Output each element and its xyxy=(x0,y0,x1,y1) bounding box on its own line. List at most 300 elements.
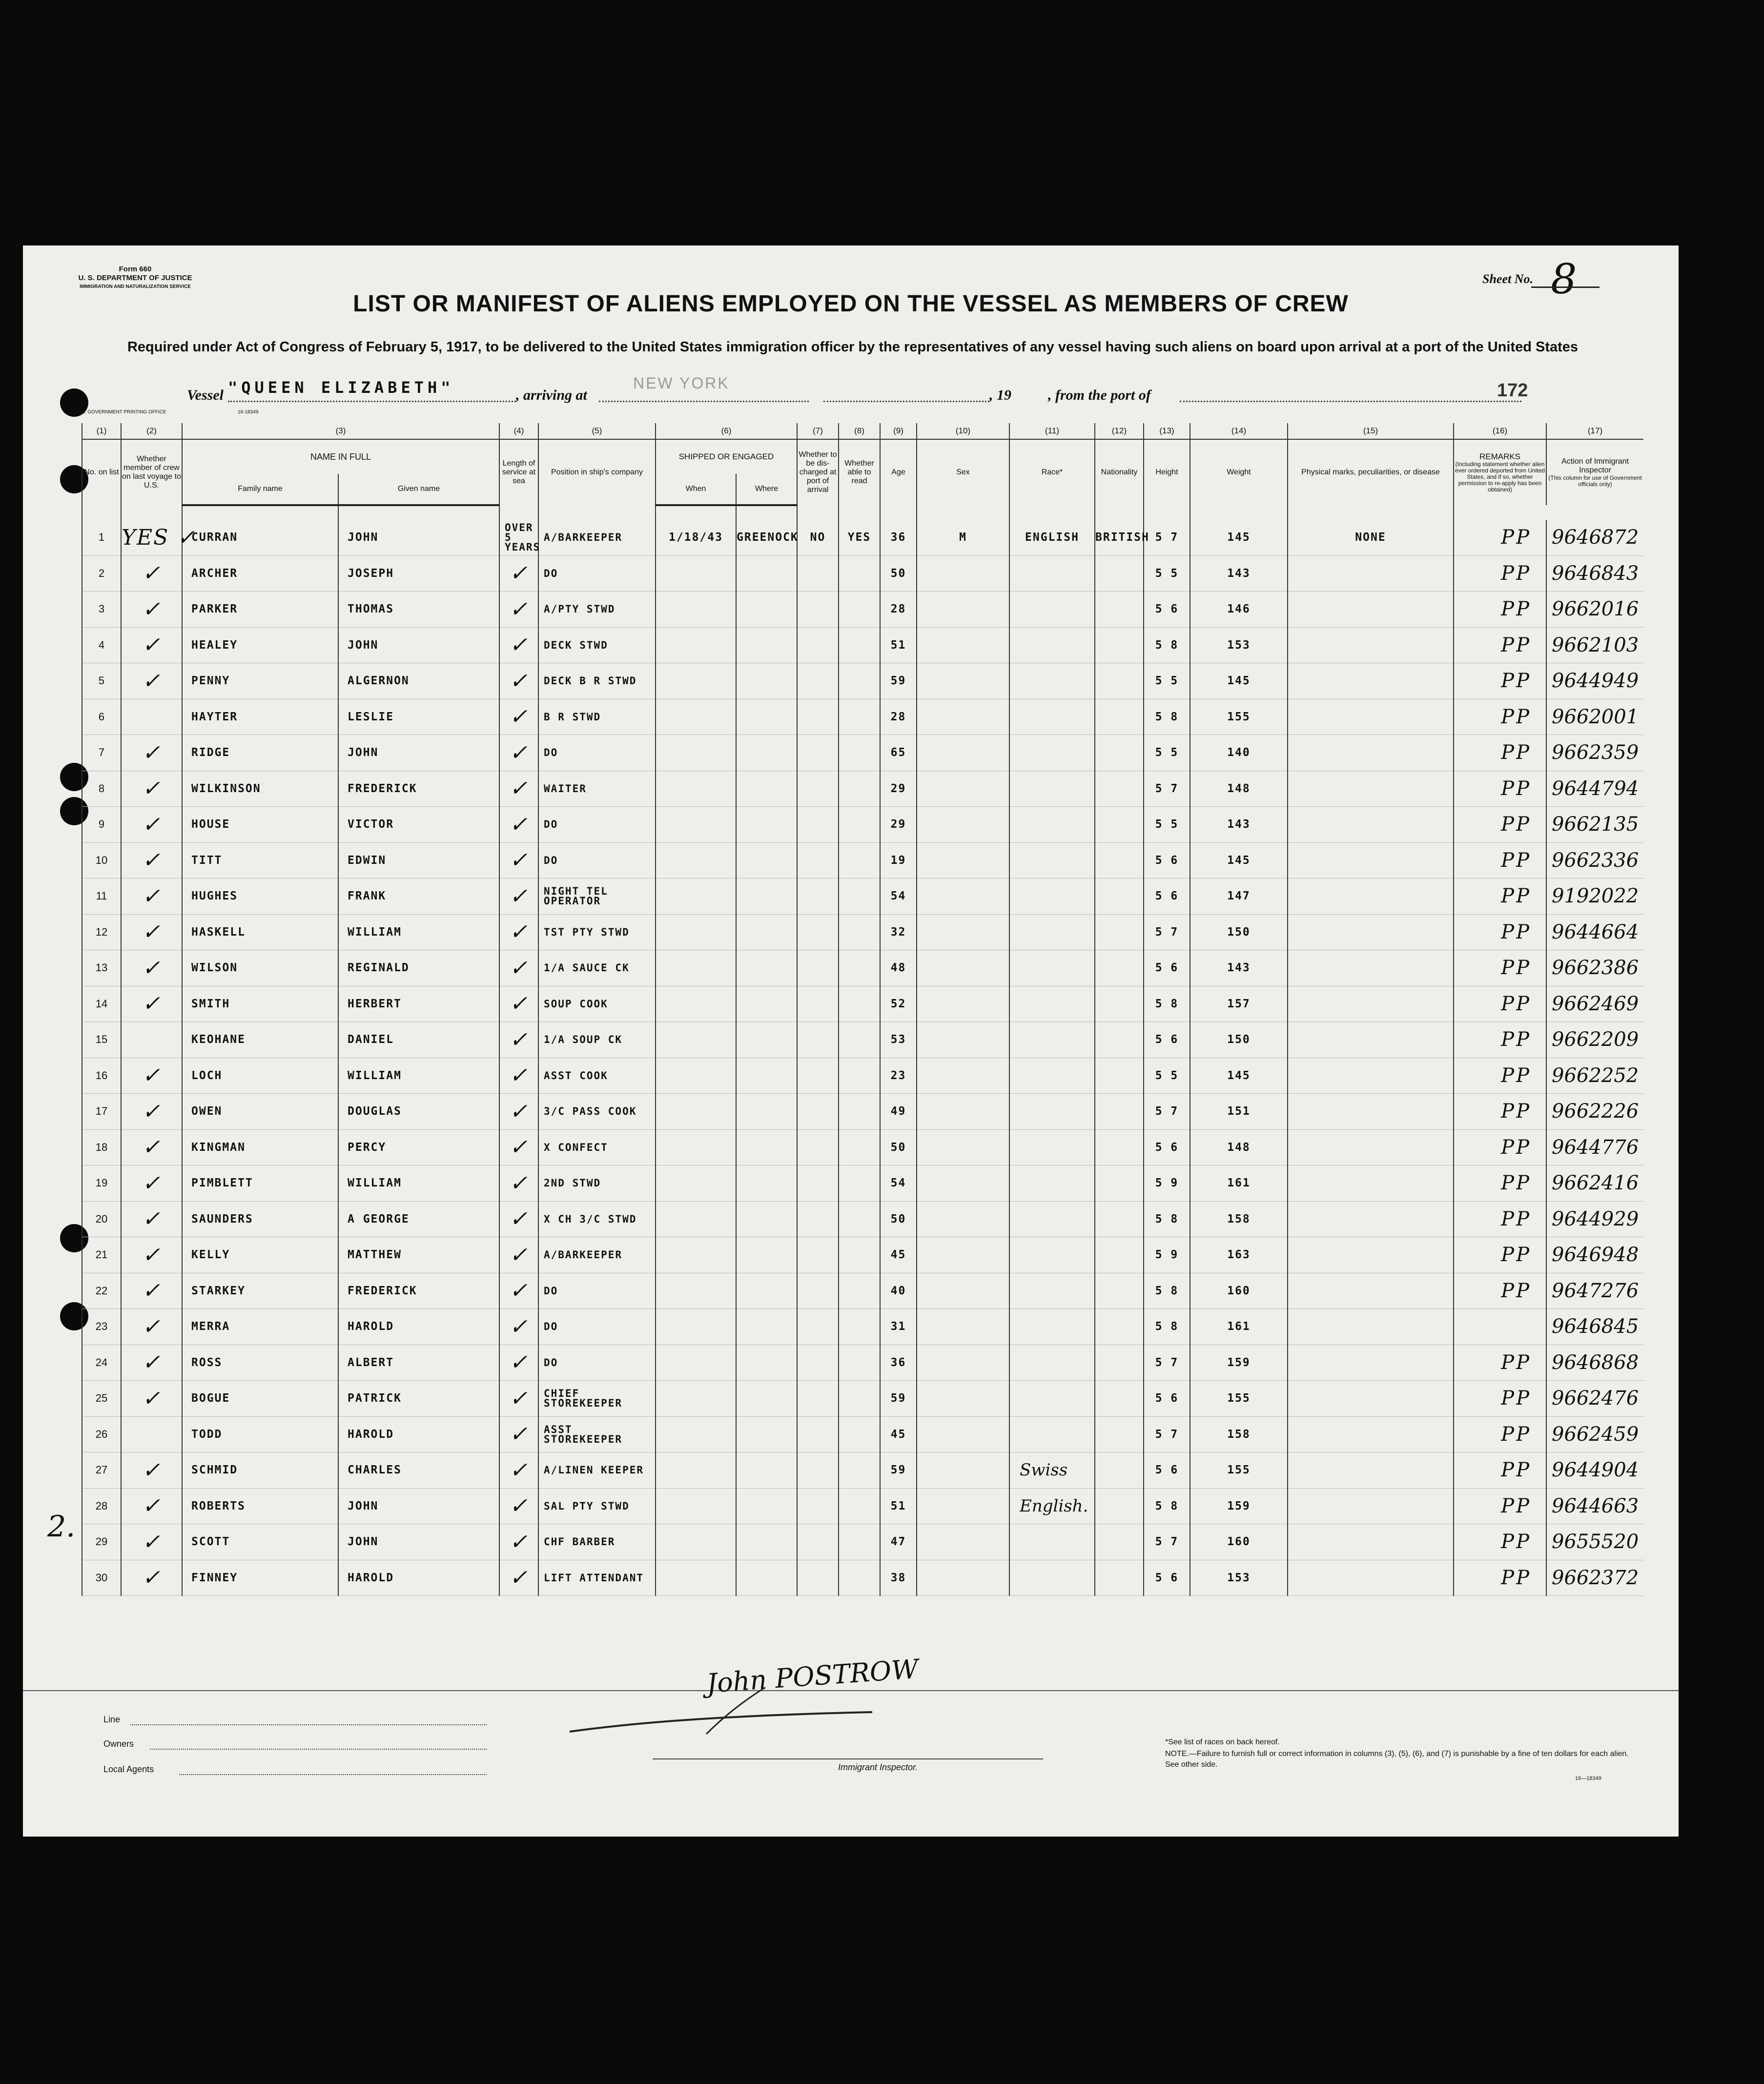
physical-marks xyxy=(1288,950,1454,986)
physical-marks xyxy=(1288,735,1454,771)
table-row xyxy=(82,735,1643,771)
able-read xyxy=(839,1022,880,1058)
line-label: Line xyxy=(103,1715,121,1724)
table-row xyxy=(82,1165,1643,1202)
service-check: ✓ xyxy=(499,1273,538,1309)
crew-check: ✓ xyxy=(121,914,182,950)
physical-marks xyxy=(1288,1022,1454,1058)
service-check: ✓ xyxy=(499,914,538,950)
table-row xyxy=(82,1488,1643,1524)
nationality xyxy=(1095,986,1144,1022)
height: 5 8 xyxy=(1144,1201,1190,1237)
inspector-label: Immigrant Inspector. xyxy=(838,1762,918,1772)
discharged xyxy=(797,1416,839,1452)
race: ENGLISH xyxy=(1009,520,1095,555)
weight: 148 xyxy=(1190,771,1288,807)
shipped-when xyxy=(656,771,736,807)
table-row xyxy=(82,1560,1643,1596)
race xyxy=(1009,1309,1095,1345)
remarks: PP xyxy=(1454,1381,1546,1417)
service-check: ✓ xyxy=(499,627,538,663)
weight: 143 xyxy=(1190,555,1288,592)
crew-check: ✓ xyxy=(121,1058,182,1094)
family-name: WILKINSON xyxy=(182,771,338,807)
given-name: CHARLES xyxy=(338,1452,499,1489)
shipped-when xyxy=(656,914,736,950)
manifest-table xyxy=(82,423,1643,1596)
family-name: ARCHER xyxy=(182,555,338,592)
crew-check xyxy=(121,1416,182,1452)
given-name: JOHN xyxy=(338,627,499,663)
remarks-header xyxy=(1454,439,1546,505)
where-header: Where xyxy=(736,474,797,505)
table-row xyxy=(82,950,1643,986)
weight: 146 xyxy=(1190,592,1288,628)
sex xyxy=(917,807,1009,843)
stamp-number: 172 xyxy=(1497,380,1528,401)
service-check: ✓ xyxy=(499,1452,538,1489)
service-check: ✓ xyxy=(499,1237,538,1273)
discharged xyxy=(797,1129,839,1165)
note-text: —Failure to furnish full or correct information in columns (3), (5), (6), and (7) is punishable by a fine of ten dollars for each alien. See other side. xyxy=(1165,1750,1629,1769)
nationality xyxy=(1095,1452,1144,1489)
able-read-header: Whether able to read xyxy=(839,439,880,505)
crew-check: ✓ xyxy=(121,1237,182,1273)
row-number: 2 xyxy=(82,555,121,592)
height: 5 6 xyxy=(1144,1381,1190,1417)
table-row xyxy=(82,1129,1643,1165)
page-title: LIST OR MANIFEST OF ALIENS EMPLOYED ON THE VESSEL AS MEMBERS OF CREW xyxy=(353,291,1349,317)
table-row xyxy=(82,1237,1643,1273)
remarks: PP xyxy=(1454,986,1546,1022)
weight: 150 xyxy=(1190,914,1288,950)
from-dotline xyxy=(1180,401,1521,402)
row-number: 20 xyxy=(82,1201,121,1237)
table-row xyxy=(82,520,1643,555)
table-row xyxy=(82,1452,1643,1489)
col-num: (2) xyxy=(121,423,182,439)
inspector-action: 9646843 xyxy=(1546,555,1643,592)
height: 5 5 xyxy=(1144,555,1190,592)
sex xyxy=(917,1416,1009,1452)
weight: 159 xyxy=(1190,1488,1288,1524)
remarks: PP xyxy=(1454,1560,1546,1596)
age: 54 xyxy=(880,1165,917,1202)
shipped-when xyxy=(656,1058,736,1094)
able-read xyxy=(839,1345,880,1381)
nationality xyxy=(1095,1201,1144,1237)
signature-flourish xyxy=(560,1685,999,1744)
able-read xyxy=(839,1237,880,1273)
position: DO xyxy=(538,1309,656,1345)
weight: 159 xyxy=(1190,1345,1288,1381)
crew-check: ✓ xyxy=(121,627,182,663)
able-read xyxy=(839,592,880,628)
remarks: PP xyxy=(1454,807,1546,843)
crew-check xyxy=(121,699,182,735)
col-num: (1) xyxy=(82,423,121,439)
weight: 140 xyxy=(1190,735,1288,771)
table-row xyxy=(82,1381,1643,1417)
shipped-when xyxy=(656,1237,736,1273)
family-name: FINNEY xyxy=(182,1560,338,1596)
row-number: 29 xyxy=(82,1524,121,1560)
physical-marks xyxy=(1288,1273,1454,1309)
discharged xyxy=(797,842,839,879)
age: 59 xyxy=(880,1452,917,1489)
table-row xyxy=(82,771,1643,807)
crew-check: ✓ xyxy=(121,986,182,1022)
shipped-where xyxy=(736,1488,797,1524)
nationality xyxy=(1095,1416,1144,1452)
service-header: Length of service at sea xyxy=(499,439,538,505)
position: X CONFECT xyxy=(538,1129,656,1165)
race xyxy=(1009,1237,1095,1273)
height: 5 7 xyxy=(1144,1094,1190,1130)
shipped-when xyxy=(656,1129,736,1165)
sheet-label: Sheet No. xyxy=(1482,272,1533,286)
inspector-action: 9662476 xyxy=(1546,1381,1643,1417)
col-num: (5) xyxy=(538,423,656,439)
age: 47 xyxy=(880,1524,917,1560)
family-name: HAYTER xyxy=(182,699,338,735)
age: 29 xyxy=(880,807,917,843)
position: A/PTY STWD xyxy=(538,592,656,628)
race xyxy=(1009,1022,1095,1058)
height: 5 7 xyxy=(1144,1416,1190,1452)
shipped-where xyxy=(736,1165,797,1202)
nationality xyxy=(1095,1345,1144,1381)
able-read xyxy=(839,842,880,879)
row-number: 15 xyxy=(82,1022,121,1058)
able-read xyxy=(839,879,880,915)
table-row xyxy=(82,1524,1643,1560)
able-read xyxy=(839,1129,880,1165)
discharged xyxy=(797,1094,839,1130)
col-num: (17) xyxy=(1546,423,1643,439)
inspector-action: 9647276 xyxy=(1546,1273,1643,1309)
physical-marks xyxy=(1288,1165,1454,1202)
inspector-action: 9655520 xyxy=(1546,1524,1643,1560)
nationality xyxy=(1095,1273,1144,1309)
age: 54 xyxy=(880,879,917,915)
service-check: ✓ xyxy=(499,663,538,699)
shipped-where xyxy=(736,1237,797,1273)
col-num: (12) xyxy=(1095,423,1144,439)
age: 59 xyxy=(880,663,917,699)
sex xyxy=(917,1345,1009,1381)
weight: 153 xyxy=(1190,627,1288,663)
age: 50 xyxy=(880,555,917,592)
row-number: 6 xyxy=(82,699,121,735)
col-num: (10) xyxy=(917,423,1009,439)
remarks: PP xyxy=(1454,1022,1546,1058)
discharged xyxy=(797,555,839,592)
family-name: PARKER xyxy=(182,592,338,628)
discharged xyxy=(797,663,839,699)
service-check: ✓ xyxy=(499,1201,538,1237)
physical-marks xyxy=(1288,1560,1454,1596)
height: 5 7 xyxy=(1144,914,1190,950)
weight: 163 xyxy=(1190,1237,1288,1273)
able-read xyxy=(839,807,880,843)
service-check: ✓ xyxy=(499,1129,538,1165)
table-row xyxy=(82,627,1643,663)
row-number: 10 xyxy=(82,842,121,879)
nationality xyxy=(1095,699,1144,735)
remarks: PP xyxy=(1454,1273,1546,1309)
inspector-action: 9646868 xyxy=(1546,1345,1643,1381)
shipped-header: SHIPPED OR ENGAGED xyxy=(656,439,797,474)
position: NIGHT TEL OPERATOR xyxy=(538,879,656,915)
service-check: ✓ xyxy=(499,1058,538,1094)
discharged xyxy=(797,1345,839,1381)
remarks: PP xyxy=(1454,914,1546,950)
shipped-where xyxy=(736,663,797,699)
race xyxy=(1009,1416,1095,1452)
service-check: ✓ xyxy=(499,1165,538,1202)
weight: 161 xyxy=(1190,1165,1288,1202)
remarks: PP xyxy=(1454,735,1546,771)
able-read xyxy=(839,1058,880,1094)
height: 5 5 xyxy=(1144,1058,1190,1094)
arriving-port: NEW YORK xyxy=(633,374,730,392)
sex xyxy=(917,663,1009,699)
shipped-where xyxy=(736,1201,797,1237)
shipped-when xyxy=(656,735,736,771)
row-number: 7 xyxy=(82,735,121,771)
height: 5 9 xyxy=(1144,1165,1190,1202)
remarks: PP xyxy=(1454,1201,1546,1237)
col-num: (8) xyxy=(839,423,880,439)
family-name: SCOTT xyxy=(182,1524,338,1560)
margin-mark: 2. xyxy=(47,1510,76,1544)
inspector-action: 9662459 xyxy=(1546,1416,1643,1452)
given-name: REGINALD xyxy=(338,950,499,986)
discharged xyxy=(797,807,839,843)
nationality xyxy=(1095,879,1144,915)
action-header xyxy=(1546,439,1643,505)
header-row xyxy=(82,439,1643,474)
race xyxy=(1009,1345,1095,1381)
given-name: HAROLD xyxy=(338,1309,499,1345)
race xyxy=(1009,735,1095,771)
nationality xyxy=(1095,1129,1144,1165)
service-check: ✓ xyxy=(499,1560,538,1596)
remarks: PP xyxy=(1454,1058,1546,1094)
race xyxy=(1009,555,1095,592)
remarks: PP xyxy=(1454,1094,1546,1130)
physical-marks xyxy=(1288,699,1454,735)
physical-marks xyxy=(1288,1094,1454,1130)
department: U. S. DEPARTMENT OF JUSTICE xyxy=(78,274,192,282)
inspector-action: 9644929 xyxy=(1546,1201,1643,1237)
position: DO xyxy=(538,1345,656,1381)
given-name: MATTHEW xyxy=(338,1237,499,1273)
page-subtitle: Required under Act of Congress of February 5, 1917, to be delivered to the United States immigration officer by the representatives of any vessel having such aliens on board upon arrival at a port of the United States xyxy=(127,339,1579,355)
age: 19 xyxy=(880,842,917,879)
age: 52 xyxy=(880,986,917,1022)
discharged xyxy=(797,1273,839,1309)
inspector-line xyxy=(653,1758,1043,1759)
shipped-when xyxy=(656,699,736,735)
discharged xyxy=(797,914,839,950)
discharged xyxy=(797,627,839,663)
remarks: PP xyxy=(1454,1129,1546,1165)
sex xyxy=(917,1201,1009,1237)
able-read xyxy=(839,1094,880,1130)
height: 5 9 xyxy=(1144,1237,1190,1273)
race xyxy=(1009,1129,1095,1165)
table-row xyxy=(82,986,1643,1022)
nationality xyxy=(1095,807,1144,843)
age: 36 xyxy=(880,520,917,555)
crew-check: ✓ xyxy=(121,950,182,986)
physical-marks xyxy=(1288,592,1454,628)
family-name: KELLY xyxy=(182,1237,338,1273)
family-name: WILSON xyxy=(182,950,338,986)
row-number: 17 xyxy=(82,1094,121,1130)
inspector-action: 9662226 xyxy=(1546,1094,1643,1130)
service-check: ✓ xyxy=(499,1416,538,1452)
race xyxy=(1009,663,1095,699)
nationality xyxy=(1095,555,1144,592)
given-name-header: Given name xyxy=(338,474,499,505)
shipped-when xyxy=(656,627,736,663)
position: DO xyxy=(538,1273,656,1309)
nationality xyxy=(1095,592,1144,628)
height: 5 5 xyxy=(1144,663,1190,699)
nationality xyxy=(1095,771,1144,807)
position: SAL PTY STWD xyxy=(538,1488,656,1524)
crew-check xyxy=(121,1022,182,1058)
inspector-action: 9662359 xyxy=(1546,735,1643,771)
age: 36 xyxy=(880,1345,917,1381)
date-dotline xyxy=(823,401,989,402)
crew-check: ✓ xyxy=(121,663,182,699)
given-name: FREDERICK xyxy=(338,771,499,807)
position: A/BARKEEPER xyxy=(538,520,656,555)
physical-marks xyxy=(1288,842,1454,879)
race xyxy=(1009,842,1095,879)
given-name: ALGERNON xyxy=(338,663,499,699)
service-check: ✓ xyxy=(499,879,538,915)
service-check: ✓ xyxy=(499,771,538,807)
inspector-action: 9662469 xyxy=(1546,986,1643,1022)
race xyxy=(1009,914,1095,950)
physical-marks xyxy=(1288,1309,1454,1345)
given-name: ALBERT xyxy=(338,1345,499,1381)
shipped-when xyxy=(656,950,736,986)
vessel-name: "QUEEN ELIZABETH" xyxy=(228,378,454,397)
family-name: HEALEY xyxy=(182,627,338,663)
crew-check: ✓ xyxy=(121,807,182,843)
col-num: (13) xyxy=(1144,423,1190,439)
nationality xyxy=(1095,950,1144,986)
inspector-action: 9192022 xyxy=(1546,879,1643,915)
position: A/LINEN KEEPER xyxy=(538,1452,656,1489)
crew-check: ✓ xyxy=(121,879,182,915)
height: 5 6 xyxy=(1144,1560,1190,1596)
vessel-label: Vessel xyxy=(187,387,224,403)
remarks: PP xyxy=(1454,842,1546,879)
remarks: PP xyxy=(1454,1452,1546,1489)
row-number: 25 xyxy=(82,1381,121,1417)
discharged xyxy=(797,1201,839,1237)
row-number: 1 xyxy=(82,520,121,555)
given-name: A GEORGE xyxy=(338,1201,499,1237)
manifest-sheet xyxy=(23,245,1679,1837)
discharged xyxy=(797,986,839,1022)
position: X CH 3/C STWD xyxy=(538,1201,656,1237)
discharged xyxy=(797,771,839,807)
table-row xyxy=(82,1309,1643,1345)
shipped-where xyxy=(736,1560,797,1596)
race xyxy=(1009,699,1095,735)
col-num: (3) xyxy=(182,423,499,439)
nationality xyxy=(1095,1058,1144,1094)
position: CHF BARBER xyxy=(538,1524,656,1560)
height: 5 8 xyxy=(1144,1488,1190,1524)
crew-check: ✓ xyxy=(121,1273,182,1309)
discharged xyxy=(797,1560,839,1596)
given-name: WILLIAM xyxy=(338,1165,499,1202)
row-number: 28 xyxy=(82,1488,121,1524)
given-name: PATRICK xyxy=(338,1381,499,1417)
race-header: Race* xyxy=(1009,439,1095,505)
weight: 160 xyxy=(1190,1524,1288,1560)
service-check: ✓ xyxy=(499,1309,538,1345)
remarks xyxy=(1454,1309,1546,1345)
position: DO xyxy=(538,555,656,592)
row-number: 26 xyxy=(82,1416,121,1452)
row-number: 27 xyxy=(82,1452,121,1489)
height: 5 6 xyxy=(1144,842,1190,879)
shipped-when xyxy=(656,1524,736,1560)
shipped-where xyxy=(736,1309,797,1345)
age: 65 xyxy=(880,735,917,771)
table-row xyxy=(82,1416,1643,1452)
inspector-action: 9662336 xyxy=(1546,842,1643,879)
height: 5 8 xyxy=(1144,699,1190,735)
shipped-when xyxy=(656,1560,736,1596)
physical-marks xyxy=(1288,914,1454,950)
shipped-where xyxy=(736,735,797,771)
able-read xyxy=(839,914,880,950)
sex xyxy=(917,1309,1009,1345)
footer-code: 16—18349 xyxy=(1575,1776,1601,1781)
service-check: ✓ xyxy=(499,735,538,771)
discharged xyxy=(797,1022,839,1058)
remarks: PP xyxy=(1454,663,1546,699)
sex xyxy=(917,842,1009,879)
sex-header: Sex xyxy=(917,439,1009,505)
given-name: JOHN xyxy=(338,1524,499,1560)
weight: 155 xyxy=(1190,1452,1288,1489)
position: 1/A SAUCE CK xyxy=(538,950,656,986)
crew-check: ✓ xyxy=(121,1201,182,1237)
family-name: HASKELL xyxy=(182,914,338,950)
service-check: ✓ xyxy=(499,1524,538,1560)
age: 50 xyxy=(880,1129,917,1165)
crew-check: ✓ xyxy=(121,1094,182,1130)
height: 5 6 xyxy=(1144,1129,1190,1165)
row-number: 4 xyxy=(82,627,121,663)
shipped-where xyxy=(736,807,797,843)
age: 23 xyxy=(880,1058,917,1094)
remarks: PP xyxy=(1454,592,1546,628)
race xyxy=(1009,627,1095,663)
